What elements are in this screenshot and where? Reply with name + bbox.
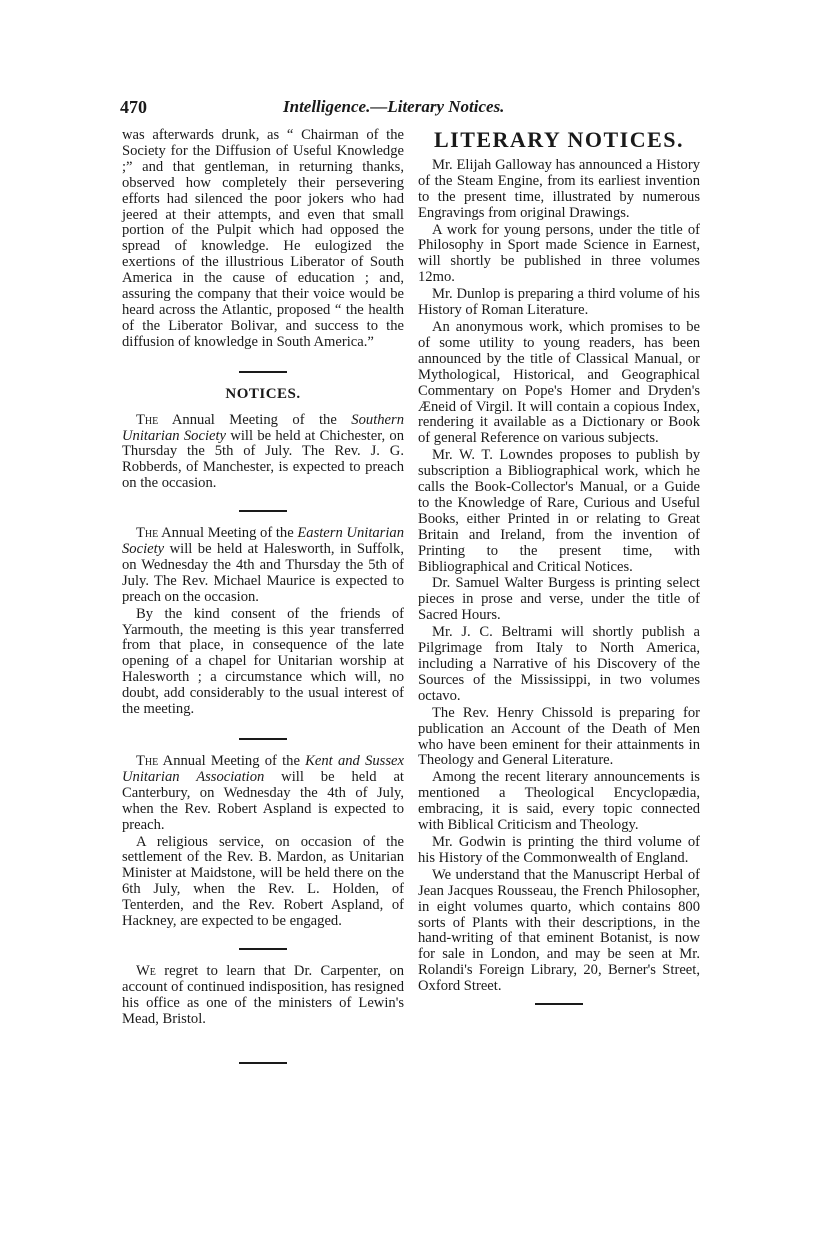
end-rule <box>239 1062 287 1064</box>
literary-notices-heading: LITERARY NOTICES. <box>433 127 685 152</box>
literary-item: Mr. Godwin is printing the third volume of his History of the Commonwealth of England. <box>418 833 700 866</box>
notice-southern-unitarian: The Annual Meeting of the Southern Unitarian Society will be held at Chichester, on Thursday the 5th of July. The Rev. J. G. Robberds, of Manchester, is expected to preach on the occasion. <box>122 411 405 492</box>
running-head: Intelligence.—Literary Notices. <box>283 97 505 116</box>
literary-item: We understand that the Manuscript Herbal of Jean Jacques Rousseau, the French Philosopher, in eight volumes quarto, which contains 800 sorts of Plants with their descriptions, in the hand-writing of that eminent Botanist, is now for sale in London, and may be seen at Mr. Rolandi's Foreign Library, 20, Berner's Street, Oxford Street. <box>418 866 700 995</box>
page-number: 470 <box>120 97 147 117</box>
literary-item: Mr. Dunlop is preparing a third volume of his History of Roman Literature. <box>418 286 700 319</box>
literary-item: Mr. J. C. Beltrami will shortly publish a Pilgrimage from Italy to North America, including a Narrative of his Discovery of the Sources of the Mississippi, in two volumes octavo. <box>418 624 700 704</box>
notice-carpenter: We regret to learn that Dr. Carpenter, on account of continued indisposition, has resigned his office as one of the ministers of Lewin's Mead, Bristol. <box>122 962 404 1027</box>
continuation-paragraph: was afterwards drunk, as “ Chairman of the Society for the Diffusion of Useful Knowledge ;” and that gentleman, in returning thanks, observed how completely their persevering efforts had silenced the poor jokers who had jeered at their attempts, and even that small portion of the Pulpit which had opposed the spread of knowledge. He eulogized the exertions of the illustrious Liberator of South America in the cause of education ; and, assuring the company that their voice would be heard across the Atlantic, proposed “ the health of the Liberator Bolivar, and success to the diffusion of knowledge in South America.” <box>122 127 404 350</box>
notices-heading: NOTICES. <box>225 385 301 402</box>
literary-item: Mr. Elijah Galloway has announced a History of the Steam Engine, from its earliest invention to the present time, illustrated by numerous Engravings from original Drawings. <box>418 156 700 221</box>
literary-item: Dr. Samuel Walter Burgess is printing select pieces in prose and verse, under the title of Sacred Hours. <box>418 575 700 624</box>
literary-item: Among the recent literary announcements is mentioned a Theological Encyclopædia, embracing, it is said, every topic connected with Biblical Criticism and Theology. <box>418 769 700 834</box>
notice-yarmouth: By the kind consent of the friends of Yarmouth, the meeting is this year transferred from that place, in consequence of the late opening of a chapel for Unitarian worship at Halesworth ; a circumstance which will, no doubt, add considerably to the usual interest of the meeting. <box>122 605 404 718</box>
literary-item: Mr. W. T. Lowndes proposes to publish by subscription a Bibliographical work, which he calls the Book-Collector's Manual, or a Guide to the Knowledge of Rare, Curious and Useful Books, either Printed in or relating to Great Britain and Ireland, from the invention of Printing to the present time, with Bibliographical and Critical Notices. <box>418 447 700 575</box>
page-header <box>120 97 700 123</box>
notice-kent-sussex: The Annual Meeting of the Kent and Sussex Unitarian Association will be held at Canterbury, on Wednesday the 4th of July, when the Rev. Robert Aspland is expected to preach. <box>122 753 404 833</box>
left-column <box>122 128 404 1064</box>
notice-eastern-unitarian: The Annual Meeting of the Eastern Unitarian Society will be held at Halesworth, in Suffolk, on Wednesday the 4th and Thursday the 5th of July. The Rev. Michael Maurice is expected to preach on the occasion. <box>122 525 404 605</box>
literary-item: An anonymous work, which promises to be of some utility to young readers, has been announced by the title of Classical Manual, or Mythological, Historical, and Geographical Commentary on Pope's Homer and Dryden's Æneid of Virgil. It will contain a copious Index, rendering it available as a Dictionary or Book of general Reference on various subjects. <box>418 318 700 447</box>
notice-maidstone: A religious service, on occasion of the settlement of the Rev. B. Mardon, as Unitarian Minister at Maidstone, will be held there on the 6th July, when the Rev. L. Holden, of Tenterden, and the Rev. Robert Aspland, of Hackney, are expected to be engaged. <box>122 833 404 930</box>
right-column <box>418 128 700 1005</box>
literary-item: A work for young persons, under the title of Philosophy in Sport made Science in Earnest, will shortly be published in three volumes 12mo. <box>418 221 700 286</box>
literary-item: The Rev. Henry Chissold is preparing for publication an Account of the Death of Men who have been eminent for their attainments in Theology and General Literature. <box>418 704 700 769</box>
end-rule <box>535 1003 583 1005</box>
